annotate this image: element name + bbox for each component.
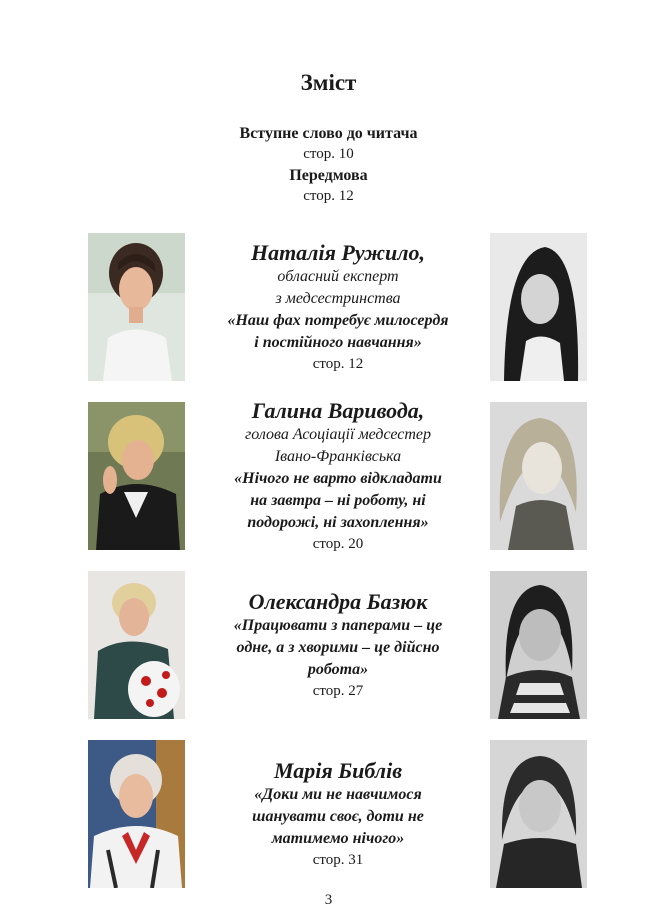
portrait-photo-young: [490, 740, 587, 888]
entry-page: стор. 31: [312, 851, 364, 868]
person-role: голова Асоціації медсестер: [245, 425, 431, 443]
quote-line: «Доки ми не навчимося: [254, 785, 422, 803]
person-name: Галина Варивода,: [251, 397, 425, 423]
quote-line: матимемо нічого»: [271, 829, 405, 847]
quote-line: одне, а з хворими – це дійсно: [236, 638, 440, 656]
page-title: Зміст: [300, 70, 357, 95]
portrait-photo-young: [490, 571, 587, 719]
intro-item-page: стор. 10: [303, 146, 354, 162]
quote-line: подорожі, ні захоплення»: [247, 513, 429, 531]
quote-line: «Нічого не варто відкладати: [234, 469, 442, 487]
entry-page: стор. 27: [312, 682, 364, 699]
portrait-photo-recent: [88, 571, 185, 719]
quote-line: шанувати своє, доти не: [252, 807, 424, 825]
page-number: 3: [324, 892, 333, 908]
quote-line: «Працювати з паперами – це: [233, 616, 443, 634]
portrait-photo-recent: [88, 233, 185, 381]
person-name: Олександра Базюк: [248, 588, 428, 614]
entry-page: стор. 20: [312, 535, 364, 552]
person-role: з медсестринства: [275, 289, 401, 307]
portrait-photo-young: [490, 233, 587, 381]
intro-item-label: Вступне слово до читача: [239, 125, 418, 142]
quote-line: «Наш фах потребує милосердя: [227, 311, 449, 329]
entry-text: [190, 740, 486, 888]
entry-text: [190, 397, 486, 552]
person-role: обласний експерт: [277, 267, 399, 285]
person-name: Наталія Ружило,: [250, 239, 426, 265]
portrait-photo-recent: [88, 740, 185, 888]
toc-entry: [0, 571, 657, 719]
quote-line: на завтра – ні роботу, ні: [250, 491, 426, 509]
intro-item-page: стор. 12: [303, 188, 354, 204]
quote-line: і постійного навчання»: [254, 333, 422, 351]
entry-page: стор. 12: [312, 355, 364, 372]
toc-entry: [0, 740, 657, 888]
quote-line: робота»: [307, 660, 369, 678]
intro-section: [0, 123, 657, 207]
person-role: Івано-Франківська: [274, 447, 402, 465]
intro-item-label: Передмова: [289, 167, 368, 184]
entry-text: [190, 571, 486, 719]
toc-entry: [0, 233, 657, 381]
portrait-photo-recent: [88, 402, 185, 550]
toc-entry: [0, 397, 657, 552]
portrait-photo-young: [490, 402, 587, 550]
person-name: Марія Библів: [273, 757, 403, 783]
entry-text: [190, 233, 486, 381]
